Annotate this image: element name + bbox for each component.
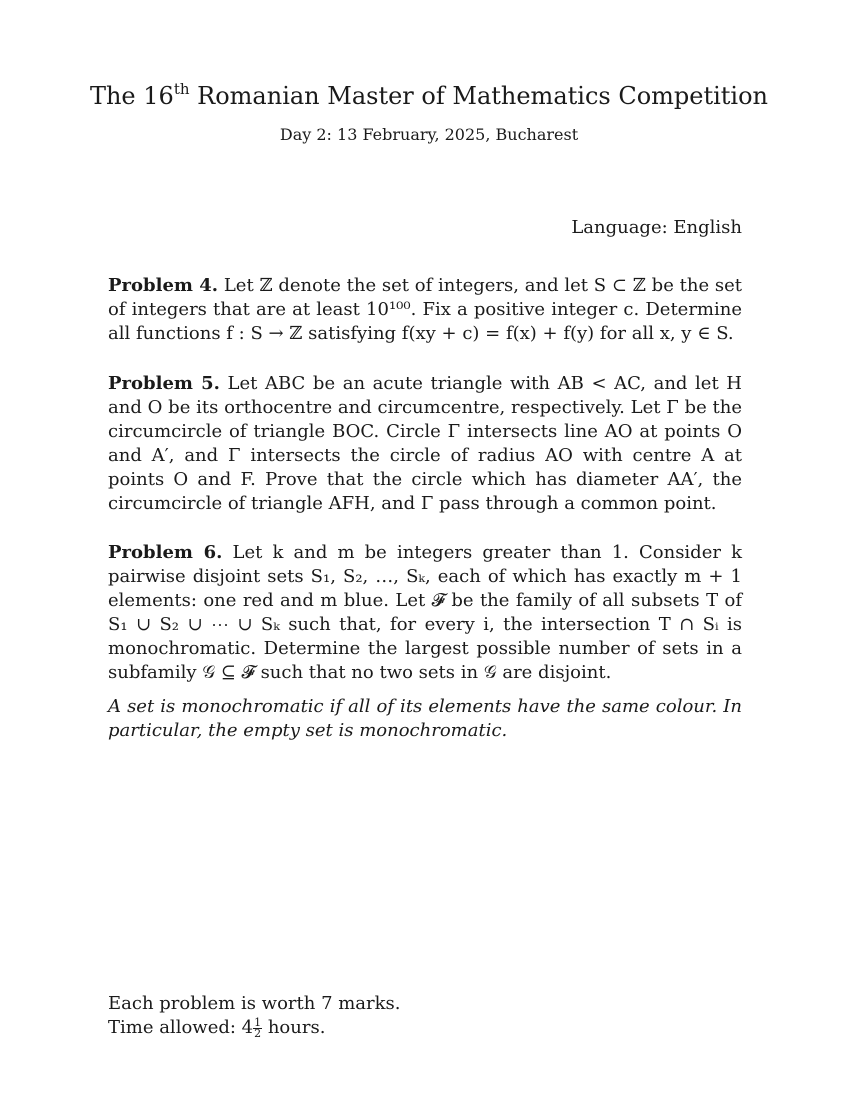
problem-4: [108, 274, 742, 346]
time-allowed-line: Time allowed: 4 $\frac{1}{2}$ hours.: [108, 1015, 326, 1040]
page-title: The 16th Romanian Master of Mathematics Competition: [89, 80, 769, 110]
problem-6: [108, 541, 742, 685]
problem-6-text: Let k and m be integers greater than 1. Consider k pairwise disjoint sets S₁, S₂, …, Sₖ, each of which has exactly m + 1 elements: one red and m blue. Let 𝓕 be the family of all subsets T of S₁ ∪ S₂ ∪ ⋯ ∪ Sₖ such that, for every i, the intersection T ∩ Sᵢ is monochromatic. Determine the largest possible number of sets in a subfamily 𝒢 ⊆ 𝓕 such that no two sets in 𝒢 are disjoint.: [108, 542, 742, 683]
problem-6-label: Problem 6.: [108, 542, 223, 563]
problem-5-text: Let ABC be an acute triangle with AB < AC, and let H and O be its orthocentre and circumcentre, respectively. Let Γ be the circumcircle of triangle BOC. Circle Γ intersects line AO at points O and A′, and Γ intersects the circle of radius AO with centre A at points O and F. Prove that the circle which has diameter AA′, the circumcircle of triangle AFH, and Γ pass through a common point.: [108, 373, 743, 514]
problem-4-label: Problem 4.: [108, 275, 219, 296]
problem-5-label: Problem 5.: [108, 373, 220, 394]
language-label: Language: English: [571, 217, 742, 238]
problem-5: [108, 372, 742, 516]
half-fraction: $\frac{1}{2}$: [254, 1015, 262, 1040]
problem-4-text: Let ℤ denote the set of integers, and let S ⊂ ℤ be the set of integers that are at least 10¹⁰⁰. Fix a positive integer c. Determine all functions f : S → ℤ satisfying f(xy + c) = f(x) + f(y) for all x, y ∈ S.: [108, 275, 742, 344]
marks-line: Each problem is worth 7 marks.: [108, 993, 401, 1014]
page-subtitle: Day 2: 13 February, 2025, Bucharest: [279, 125, 579, 144]
monochromatic-note: A set is monochromatic if all of its elements have the same colour. In particular, the empty set is monochromatic.: [108, 696, 742, 741]
